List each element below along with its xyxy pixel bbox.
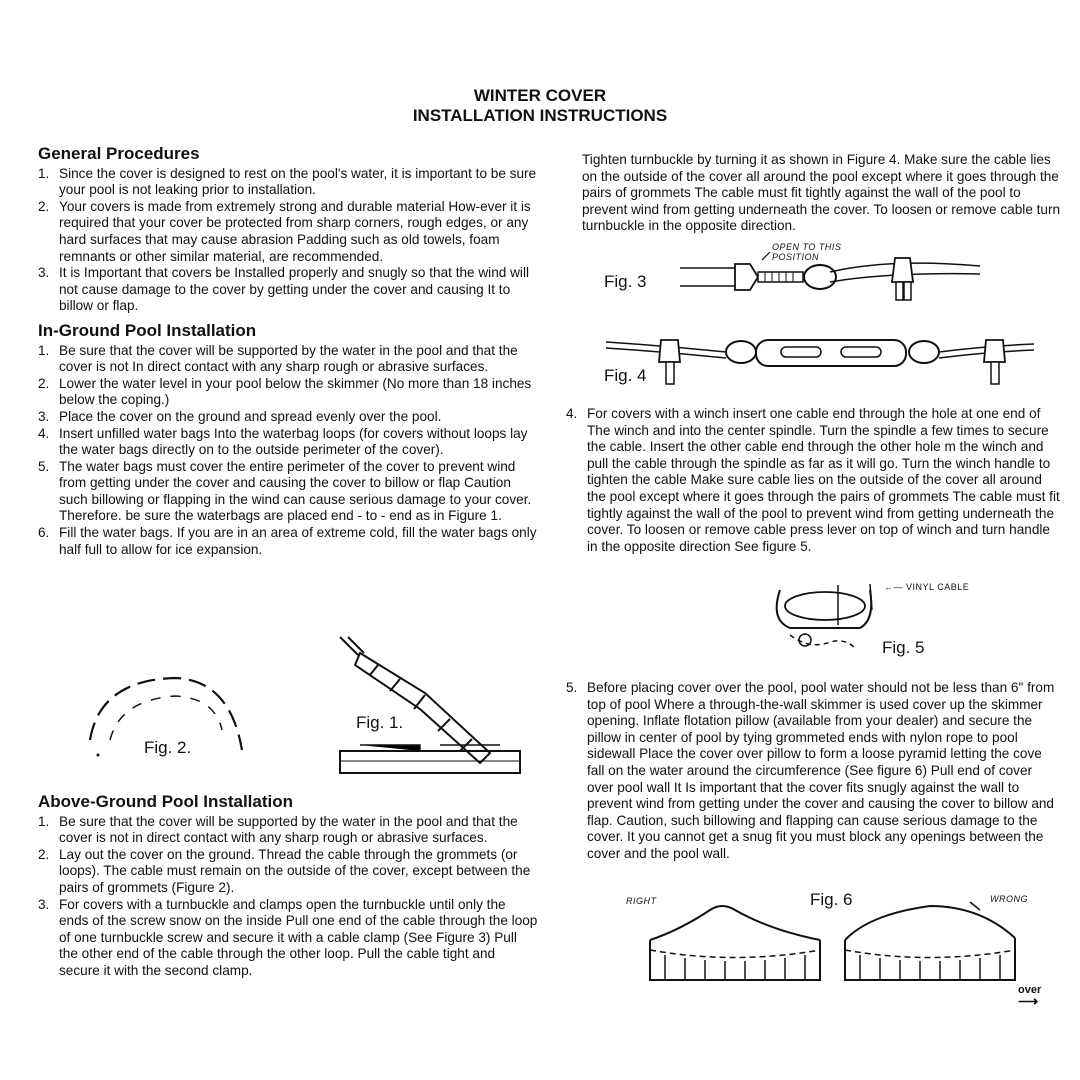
item-text: Be sure that the cover will be supported by the water in the pool and that the cover is not in direct contact with any sharp rough or abrasive surfaces. <box>59 813 518 846</box>
over-label: over ⟶ <box>1018 984 1042 1009</box>
list-item: 1. Be sure that the cover will be supported by the water in the pool and that the cover is not in direct contact with any sharp rough or abrasive surfaces. <box>38 813 518 846</box>
fig5-illustration <box>760 580 900 670</box>
fig6-label: Fig. 6 <box>810 890 853 909</box>
list-item: 2. Lay out the cover on the ground. Thread the cable through the grommets (or loops). The cable must remain on the outside of the cover, except between the pairs of grommets (Figure 2). <box>38 846 531 895</box>
list-item: 4. Insert unfilled water bags Into the waterbag loops (for covers without loops lay the water bags directly on to the outside perimeter of the cover). <box>38 425 528 458</box>
fig3-label: Fig. 3 <box>604 272 647 291</box>
list-item: 6. Fill the water bags. If you are in an area of extreme cold, fill the water bags only half full to allow for ice expansion. <box>38 525 537 557</box>
item-text: For covers with a winch insert one cable end through the hole at one end of The winch and into the center spindle. Turn the spindle a few times to secure the cable. Insert the other cable end through the other hole m the winch and pull the cable through the spindle as far as it will go. Turn the winch handle to tighten the cable Make sure cable lies on the outside of the cover all around the pool except where it goes through the pairs of grommets The cable must fit tightly against the wall of the pool to prevent wind from getting underneath the cover. To loosen or remove cable press lever on top of winch and turn handle in the opposite direction See figure 5. <box>587 406 1060 554</box>
item-text: Your covers is made from extremely strong and durable material How-ever it is required that your cover be protected from sharp corners, rough edges, or any hard surfaces that may cause abrasion Padding such as old towels, foam remnants or other similar material, are recommended. <box>59 198 531 264</box>
fig1-label: Fig. 1. <box>356 713 404 732</box>
list-item: 2. Lower the water level in your pool below the skimmer (No more than 18 inches below the coping.) <box>38 375 532 408</box>
general-list <box>38 166 538 315</box>
right-item-5 <box>566 680 1062 863</box>
list-item: 2. Your covers is made from extremely strong and durable material How-ever it is required that your cover be protected from sharp corners, rough edges, or any hard surfaces that may cause abrasion Padding such as old towels, foam remnants or other similar material, are recommended. <box>38 198 531 264</box>
list-item: 3. It is Important that covers be Installed properly and snugly so that the wind will not cause damage to the cover by getting under the cover and causing It to billow or flap. <box>38 265 529 314</box>
list-item: 3. Place the cover on the ground and spread evenly over the pool. <box>38 408 442 424</box>
item-text: Be sure that the cover will be supported by the water in the pool and that the cover is not In direct contact with any sharp rough or abrasive surfaces. <box>59 342 518 375</box>
right-column-top <box>566 152 1062 235</box>
tighten-paragraph: Tighten turnbuckle by turning it as shown in Figure 4. Make sure the cable lies on the outside of the cover all around the pool except where it goes through the pairs of grommets The cable must fit tightly against the wall of the pool to prevent wind from getting underneath the cover. To loosen or remove cable turn turnbuckle in the opposite direction. <box>582 152 1061 234</box>
list-item: 1. Be sure that the cover will be supported by the water in the pool and that the cover is not In direct contact with any sharp rough or abrasive surfaces. <box>38 342 518 375</box>
item-text: Place the cover on the ground and spread evenly over the pool. <box>59 408 442 424</box>
fig5-label: Fig. 5 <box>882 638 925 657</box>
item-text: Insert unfilled water bags Into the waterbag loops (for covers without loops lay the water bags directly on to the outside perimeter of the cover). <box>59 425 528 458</box>
item-text: It is Important that covers be Installed properly and snugly so that the wind will not cause damage to the cover by getting under the cover and causing It to billow or flap. <box>59 265 529 314</box>
item-text: Fill the water bags. If you are in an area of extreme cold, fill the water bags only half full to allow for ice expansion. <box>59 525 537 557</box>
list-item: 5. Before placing cover over the pool, pool water should not be less than 6" from top of pool Where a through-the-wall skimmer is used cover up the skimmer opening. Inflate flotation pillow (available from your dealer) and secure the pillow in center of pool by tying grommeted ends with nylon rope to pool sidewall Place the cover over pillow to form a loose pyramid letting the cove fall on the water around the circumference (See figure 6) Pull end of cover over pool wall It Is important that the cover fits snugly against the wall to prevent wind from getting under the cover and causing the cover to billow and flap. Caution, such billowing and flapping can cause serious damage to the cover. It you cannot get a snug fit you must block any openings between the cover and the pool wall. <box>566 680 1055 861</box>
list-item: 3. For covers with a turnbuckle and clamps open the turnbuckle until only the ends of the screw snow on the inside Pull one end of the cable through the loop of one turnbuckle screw and secure it with a cable clamp (See Figure 3) Pull the other end of the cable through the other loop. Pull the cable tight and secure it with the second clamp. <box>38 896 538 978</box>
item-text: The water bags must cover the entire perimeter of the cover to prevent wind from getting under the cover and causing the cover to billow or flap Caution such billowing or flapping in the wind can cause serious damage to your cover. Therefore. be sure the waterbags are placed end - to - end as in Figure 1. <box>59 458 532 524</box>
left-column <box>38 146 538 558</box>
right-item-4 <box>566 406 1062 555</box>
inground-heading: In-Ground Pool Installation <box>38 320 257 340</box>
fig6-illustration <box>640 900 1030 990</box>
fig4-label: Fig. 4 <box>604 366 647 385</box>
list-item: 1. Since the cover is designed to rest on the pool's water, it is important to be sure your pool is not leaking prior to installation. <box>38 165 537 198</box>
inground-list <box>38 343 538 559</box>
aboveground-heading: Above-Ground Pool Installation <box>38 792 293 811</box>
item-text: Since the cover is designed to rest on the pool's water, it is important to be sure your pool is not leaking prior to installation. <box>59 165 537 198</box>
item-text: Before placing cover over the pool, pool water should not be less than 6" from top of pool Where a through-the-wall skimmer is used cover up the skimmer opening. Inflate flotation pillow (available from your dealer) and secure the pillow in center of pool by tying grommeted ends with nylon rope to pool sidewall Place the cover over pillow to form a loose pyramid letting the cove fall on the water around the circumference (See figure 6) Pull end of cover over pool wall It Is important that the cover fits snugly against the wall to prevent wind from getting under the cover and causing the cover to billow and flap. Caution, such billowing and flapping can cause serious damage to the cover. It you cannot get a snug fit you must block any openings between the cover and the pool wall. <box>587 680 1055 861</box>
fig4-illustration <box>606 330 1036 394</box>
fig6-wrong-label: WRONG <box>990 894 1028 904</box>
fig2-label: Fig. 2. <box>144 738 192 757</box>
item-text: Lay out the cover on the ground. Thread the cable through the grommets (or loops). The cable must remain on the outside of the cover, except between the pairs of grommets (Figure 2). <box>59 846 531 895</box>
item-text: For covers with a turnbuckle and clamps open the turnbuckle until only the ends of the screw snow on the inside Pull one end of the cable through the loop of one turnbuckle screw and secure it with a cable clamp (See Figure 3) Pull the other end of the cable through the other loop. Pull the cable tight and secure it with the second clamp. <box>59 896 538 978</box>
fig6-right-label: RIGHT <box>626 896 657 906</box>
fig3-note: OPEN TO THIS POSITION <box>772 242 842 262</box>
list-item: 5. The water bags must cover the entire perimeter of the cover to prevent wind from getting under the cover and causing the cover to billow or flap Caution such billowing or flapping in the wind can cause serious damage to your cover. Therefore. be sure the waterbags are placed end - to - end as in Figure 1. <box>38 458 532 524</box>
title-line-1: WINTER COVER <box>473 86 607 105</box>
title-line-2: INSTALLATION INSTRUCTIONS <box>412 106 668 125</box>
fig1-illustration <box>330 633 530 783</box>
general-procedures-heading: General Procedures <box>38 144 200 163</box>
list-item: 4. For covers with a winch insert one cable end through the hole at one end of The winch and into the center spindle. Turn the spindle a few times to secure the cable. Insert the other cable end through the other hole m the winch and pull the cable through the spindle as far as it will go. Turn the winch handle to tighten the cable Make sure cable lies on the outside of the cover all around the pool except where it goes through the pairs of grommets The cable must fit tightly against the wall of the pool to prevent wind from getting underneath the cover. To loosen or remove cable press lever on top of winch and turn handle in the opposite direction See figure 5. <box>566 406 1060 554</box>
item-text: Lower the water level in your pool below the skimmer (No more than 18 inches below the coping.) <box>59 375 532 408</box>
arrow-right-icon: ⟶ <box>1018 993 1039 1009</box>
fig5-note: ←— VINYL CABLE <box>884 582 970 592</box>
fig3-illustration <box>670 252 990 322</box>
aboveground-section <box>38 794 538 980</box>
